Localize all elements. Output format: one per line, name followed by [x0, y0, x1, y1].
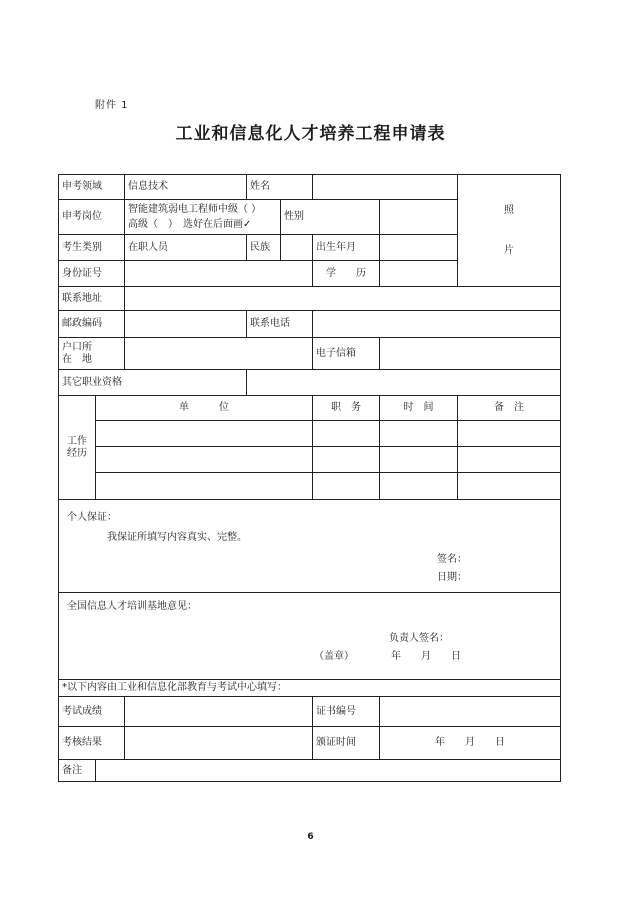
- guarantee-cell[interactable]: [59, 500, 561, 593]
- ethnicity-value[interactable]: [281, 235, 313, 261]
- work-unit-cell[interactable]: [96, 421, 313, 447]
- work-unit-cell[interactable]: [96, 473, 313, 500]
- field-value[interactable]: 信息技术: [125, 175, 247, 200]
- email-value[interactable]: [380, 338, 561, 370]
- gender-value[interactable]: [380, 200, 458, 235]
- col-unit: 单 位: [96, 396, 313, 421]
- row-exam: [59, 697, 561, 727]
- id-label: 身份证号: [59, 261, 125, 287]
- category-label: 考生类别: [59, 235, 125, 261]
- row-field: [59, 175, 561, 200]
- page-number: 6: [307, 832, 314, 842]
- work-duty-cell[interactable]: [313, 421, 380, 447]
- issue-time-label: 颁证时间: [313, 727, 380, 760]
- hukou-label-1: 户口所: [62, 341, 92, 353]
- education-value[interactable]: [380, 261, 458, 287]
- photo-label-2: 片: [504, 244, 514, 256]
- position-line-1: 智能建筑弱电工程师中级（ ）: [128, 203, 262, 215]
- col-note: 备 注: [458, 396, 561, 421]
- postcode-value[interactable]: [125, 311, 247, 338]
- work-unit-cell[interactable]: [96, 447, 313, 473]
- remarks-value[interactable]: [96, 760, 561, 782]
- qualification-label: 其它职业资格: [59, 370, 247, 396]
- center-note-row: [59, 680, 561, 697]
- qualification-value[interactable]: [247, 370, 561, 396]
- row-address: [59, 287, 561, 311]
- guarantee-label: 个人保证：: [67, 512, 117, 523]
- exam-score-label: 考试成绩: [59, 697, 125, 727]
- work-note-cell[interactable]: [458, 421, 561, 447]
- center-note: *以下内容由工业和信息化部教育与考试中心填写：: [59, 680, 561, 697]
- opinion-date: 年 月 日: [391, 651, 461, 662]
- name-label: 姓名: [247, 175, 313, 200]
- base-opinion-cell[interactable]: [59, 593, 561, 680]
- work-time-cell[interactable]: [380, 473, 458, 500]
- postcode-label: 邮政编码: [59, 311, 125, 338]
- education-label: 学 历: [313, 261, 380, 287]
- name-value[interactable]: [313, 175, 458, 200]
- row-hukou: [59, 338, 561, 370]
- work-header-row: [59, 396, 561, 421]
- work-time-cell[interactable]: [380, 421, 458, 447]
- ethnicity-label: 民族: [247, 235, 281, 261]
- col-duty: 职 务: [313, 396, 380, 421]
- row-remarks: [59, 760, 561, 782]
- photo-label-1: 照: [504, 204, 514, 216]
- phone-label: 联系电话: [247, 311, 313, 338]
- field-label: 申考领域: [59, 175, 125, 200]
- row-postcode: [59, 311, 561, 338]
- work-note-cell[interactable]: [458, 447, 561, 473]
- exam-score-value[interactable]: [125, 697, 313, 727]
- work-time-cell[interactable]: [380, 447, 458, 473]
- work-history-label: [59, 396, 96, 500]
- col-time: 时 间: [380, 396, 458, 421]
- table-row: [59, 447, 561, 473]
- signature-label: 签名：: [437, 554, 467, 565]
- position-line-2: 高级（ ） 选好在后面画✓: [128, 218, 252, 230]
- row-assessment: [59, 727, 561, 760]
- gender-label: 性别: [281, 200, 380, 235]
- work-label-2: 经历: [67, 447, 87, 459]
- assessment-value[interactable]: [125, 727, 313, 760]
- address-value[interactable]: [125, 287, 561, 311]
- issue-date[interactable]: 年 月 日: [380, 727, 561, 760]
- cert-no-label: 证书编号: [313, 697, 380, 727]
- work-label-1: 工作: [67, 435, 87, 447]
- table-row: [59, 473, 561, 500]
- email-label: 电子信箱: [313, 338, 380, 370]
- position-label: 申考岗位: [59, 200, 125, 235]
- guarantee-text: 我保证所填写内容真实、完整。: [107, 532, 247, 543]
- hukou-label: [59, 338, 125, 370]
- page-title: 工业和信息化人才培养工程申请表: [175, 124, 446, 144]
- stamp-label: （盖章）: [314, 651, 354, 662]
- id-value[interactable]: [125, 261, 313, 287]
- base-opinion-row: [59, 593, 561, 680]
- work-note-cell[interactable]: [458, 473, 561, 500]
- responsible-sign-label: 负责人签名：: [389, 633, 449, 644]
- assessment-label: 考核结果: [59, 727, 125, 760]
- hukou-label-2: 在 地: [62, 353, 92, 365]
- position-value[interactable]: [125, 200, 281, 235]
- date-label: 日期：: [437, 572, 467, 583]
- table-row: [59, 421, 561, 447]
- photo-box: [458, 175, 561, 287]
- attachment-label: 附件 1: [95, 100, 129, 111]
- hukou-value[interactable]: [125, 338, 313, 370]
- application-form-table: [58, 174, 561, 782]
- address-label: 联系地址: [59, 287, 125, 311]
- phone-value[interactable]: [313, 311, 561, 338]
- birth-value[interactable]: [380, 235, 458, 261]
- guarantee-row: [59, 500, 561, 593]
- birth-label: 出生年月: [313, 235, 380, 261]
- category-value[interactable]: 在职人员: [125, 235, 247, 261]
- work-duty-cell[interactable]: [313, 447, 380, 473]
- base-opinion-label: 全国信息人才培训基地意见：: [67, 601, 197, 612]
- cert-no-value[interactable]: [380, 697, 561, 727]
- row-qualification: [59, 370, 561, 396]
- remarks-label: 备注: [59, 760, 96, 782]
- work-duty-cell[interactable]: [313, 473, 380, 500]
